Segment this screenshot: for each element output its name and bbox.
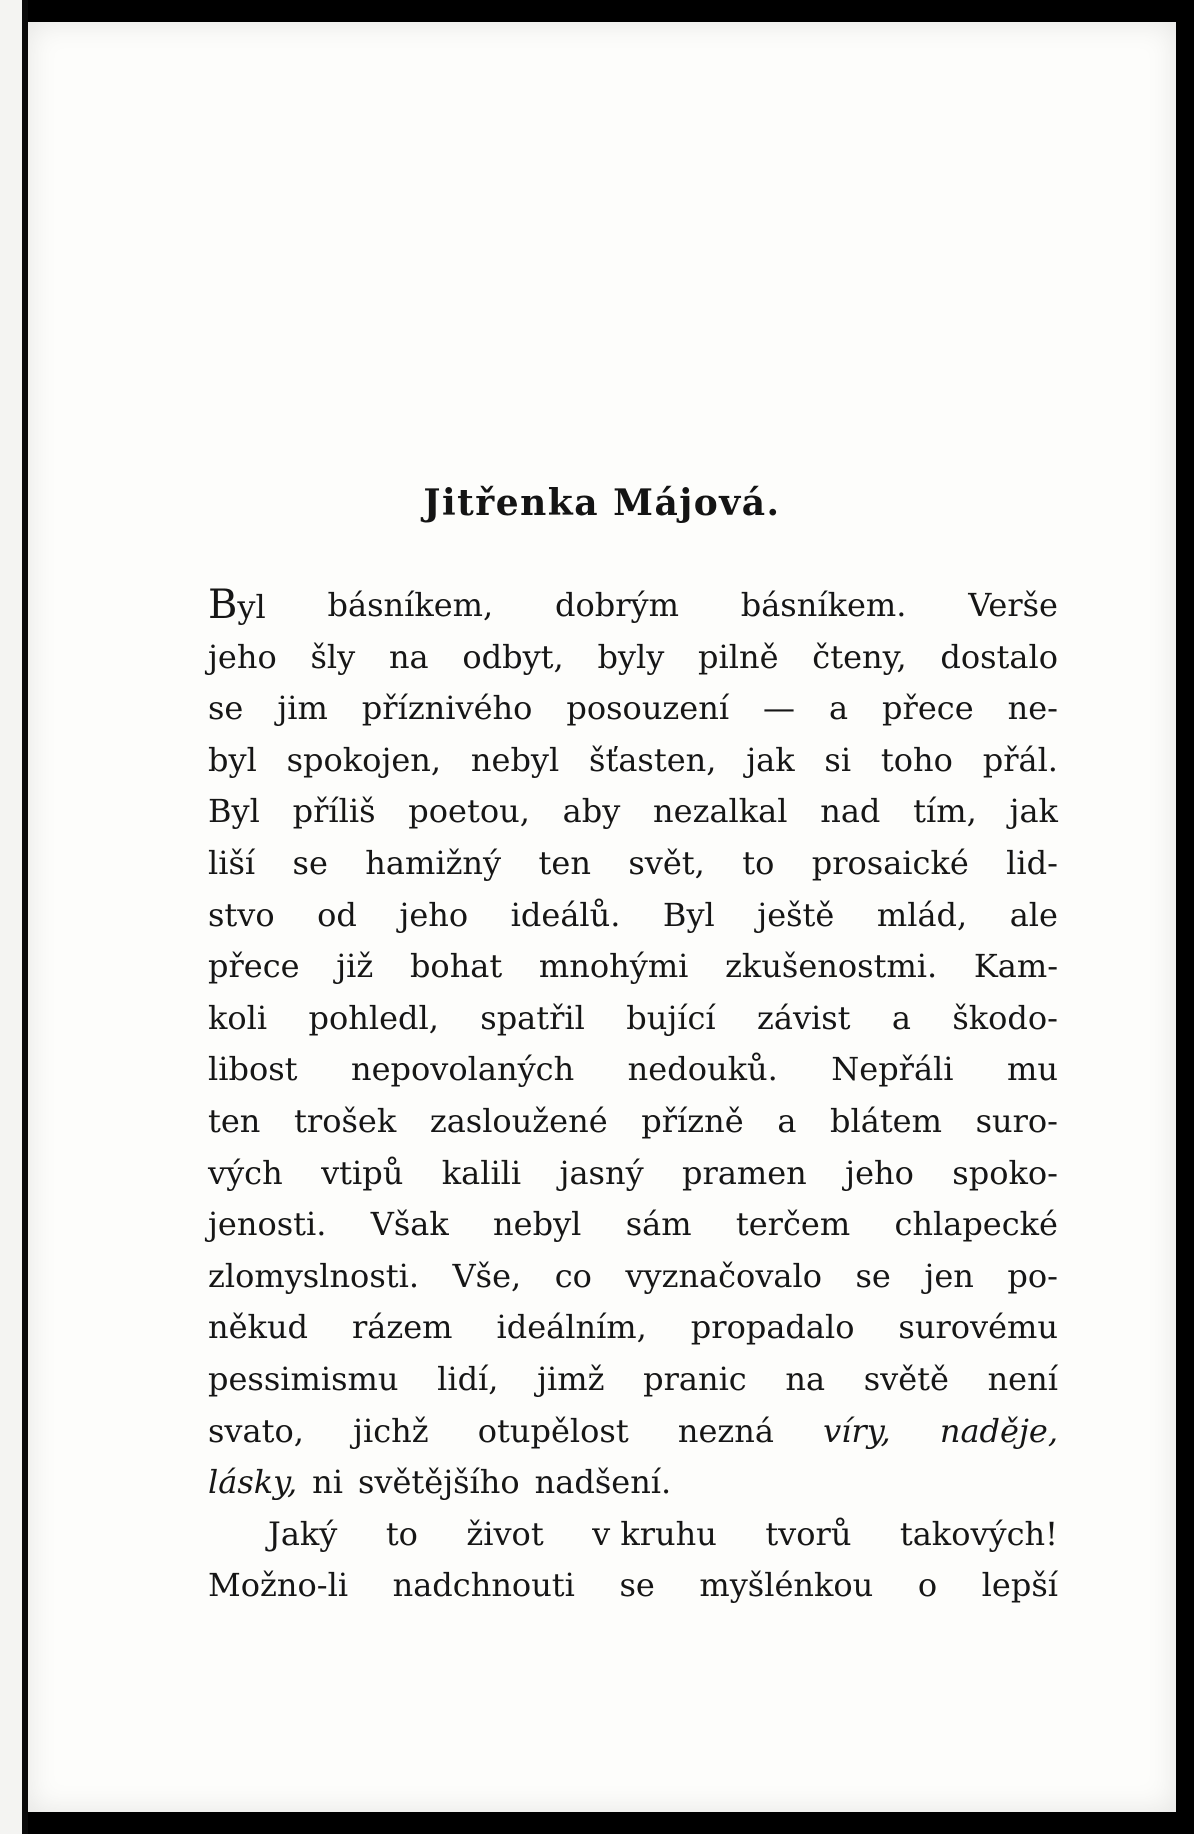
word: ale: [1009, 895, 1058, 934]
word: lásky,: [208, 1463, 298, 1502]
word: a: [777, 1101, 797, 1140]
word: byly: [597, 637, 665, 676]
word: jasný: [559, 1153, 644, 1192]
word: svět,: [628, 843, 705, 882]
word: se: [208, 689, 244, 728]
word: nad: [820, 792, 881, 831]
text-line: [208, 941, 1058, 993]
text-line: [208, 1560, 1058, 1612]
word: nebyl: [493, 1205, 582, 1244]
word: není: [987, 1359, 1058, 1398]
word: toho: [880, 740, 953, 779]
word: surovému: [898, 1308, 1058, 1347]
word: jak: [1009, 792, 1058, 831]
word: posouzení: [566, 689, 730, 728]
word: jen: [924, 1256, 974, 1295]
book-page: [28, 22, 1176, 1812]
word: nadšení.: [534, 1463, 672, 1502]
word: nedouků.: [627, 1050, 778, 1089]
word: ne-: [1007, 689, 1058, 728]
word: lid-: [1006, 843, 1058, 882]
word: zkušenostmi.: [725, 947, 938, 986]
word: Jaký: [268, 1514, 338, 1553]
word: šťasten,: [589, 740, 717, 779]
word: mnohými: [538, 947, 689, 986]
word: již: [336, 947, 374, 986]
word: ideálním,: [496, 1308, 647, 1347]
word: suro-: [975, 1101, 1058, 1140]
word: nezná: [677, 1411, 774, 1450]
word: libost: [208, 1050, 298, 1089]
word: Kam-: [973, 947, 1058, 986]
scan-left-margin: [0, 0, 22, 1834]
word: vtipů: [321, 1153, 404, 1192]
word: přízně: [641, 1101, 744, 1140]
word: propadalo: [690, 1308, 855, 1347]
word: to: [385, 1514, 418, 1553]
text-line: [208, 1148, 1058, 1200]
word: ideálů.: [510, 895, 621, 934]
text-line: [208, 1096, 1058, 1148]
word: bohat: [409, 947, 503, 986]
word: lepší: [981, 1566, 1058, 1605]
word: stvo: [208, 895, 275, 934]
word: ten: [538, 843, 591, 882]
word: zlomyslnosti.: [208, 1256, 419, 1295]
word: nepovolaných: [351, 1050, 575, 1089]
body-text: [208, 580, 1058, 1612]
word: otupělost: [477, 1411, 629, 1450]
word: a: [891, 998, 911, 1037]
word: básníkem.: [740, 586, 907, 624]
word: pilně: [698, 637, 779, 676]
word: se: [619, 1566, 655, 1605]
word: víry,: [823, 1411, 891, 1450]
word: si: [824, 740, 852, 779]
word: lidí,: [437, 1359, 499, 1398]
word: aby: [562, 792, 621, 831]
word: liší: [208, 843, 256, 882]
word: ten: [208, 1101, 261, 1140]
word: světě: [863, 1359, 949, 1398]
word: kalili: [441, 1153, 522, 1192]
word: Však: [370, 1205, 449, 1244]
text-line: [208, 1457, 1058, 1509]
initial-letter: B: [208, 582, 238, 628]
text-line: [208, 1044, 1058, 1096]
word: přál.: [982, 740, 1058, 779]
text-line: [208, 1406, 1058, 1458]
word: mlád,: [876, 895, 968, 934]
word: vyznačovalo: [625, 1256, 822, 1295]
word: to: [742, 843, 775, 882]
word: pohledl,: [308, 998, 439, 1037]
word: Byl: [208, 582, 266, 628]
word: příznivého: [361, 689, 533, 728]
word: a: [829, 689, 849, 728]
word: myšlénkou: [699, 1566, 874, 1605]
word: —: [763, 689, 796, 728]
word: Možno-li: [208, 1566, 349, 1605]
text-line: [208, 580, 1058, 632]
word: v kruhu: [592, 1514, 717, 1553]
chapter-title: Jitřenka Májová.: [423, 482, 781, 524]
word: svato,: [208, 1411, 304, 1450]
text-line: [208, 993, 1058, 1045]
text-line: [208, 1251, 1058, 1303]
text-line: [208, 1199, 1058, 1251]
word: spokojen,: [286, 740, 442, 779]
word: takových!: [899, 1514, 1058, 1553]
word: na: [388, 637, 429, 676]
text-line: [208, 890, 1058, 942]
word: jeho: [845, 1153, 914, 1192]
word: pranic: [643, 1359, 747, 1398]
word: hamižný: [365, 843, 502, 882]
word: světějšího: [357, 1463, 520, 1502]
word: byl: [208, 740, 257, 779]
word: příliš: [292, 792, 376, 831]
word: tím,: [913, 792, 977, 831]
word: koli: [208, 998, 268, 1037]
word: dostalo: [940, 637, 1058, 676]
word: od: [317, 895, 357, 934]
word: Verše: [968, 586, 1058, 624]
word: na: [785, 1359, 826, 1398]
word: bující: [626, 998, 716, 1037]
word: po-: [1007, 1256, 1058, 1295]
word: básníkem,: [327, 586, 494, 624]
word: co: [554, 1256, 592, 1295]
word: přece: [208, 947, 300, 986]
text-line: [208, 1354, 1058, 1406]
word: trošek: [294, 1101, 397, 1140]
word: Vše,: [452, 1256, 522, 1295]
word: se: [855, 1256, 891, 1295]
word: terčem: [735, 1205, 851, 1244]
word: zasloužené: [429, 1101, 608, 1140]
text-line: [208, 683, 1058, 735]
word: ještě: [757, 895, 835, 934]
word: se: [292, 843, 328, 882]
word: mu: [1007, 1050, 1058, 1089]
word: poetou,: [408, 792, 530, 831]
word: nadchnouti: [392, 1566, 575, 1605]
word: prosaické: [811, 843, 969, 882]
word: Byl: [662, 895, 715, 934]
word: závist: [757, 998, 851, 1037]
text-line: [208, 735, 1058, 787]
word: jeho: [399, 895, 469, 934]
word: odbyt,: [462, 637, 564, 676]
word: ni: [312, 1463, 343, 1502]
word: Byl: [208, 792, 260, 831]
word: šly: [310, 637, 356, 676]
word: jichž: [353, 1411, 429, 1450]
word: přece: [882, 689, 974, 728]
word: rázem: [352, 1308, 453, 1347]
word: jimž: [537, 1359, 605, 1398]
word: Nepřáli: [831, 1050, 954, 1089]
text-line: [208, 786, 1058, 838]
word: škodo-: [952, 998, 1058, 1037]
word: jak: [746, 740, 795, 779]
word: jeho: [208, 637, 277, 676]
word: vých: [208, 1153, 283, 1192]
word: nezalkal: [653, 792, 788, 831]
word: o: [917, 1566, 938, 1605]
word: jim: [277, 689, 328, 728]
word: nebyl: [470, 740, 560, 779]
word: blátem: [830, 1101, 942, 1140]
word: pessimismu: [208, 1359, 399, 1398]
word: jenosti.: [208, 1205, 327, 1244]
text-line: [208, 1509, 1058, 1561]
word: spoko-: [952, 1153, 1058, 1192]
word: spatřil: [480, 998, 585, 1037]
text-line: [208, 838, 1058, 890]
text-line: [208, 1302, 1058, 1354]
word: život: [466, 1514, 544, 1553]
word: pramen: [682, 1153, 807, 1192]
word: sám: [625, 1205, 692, 1244]
word: naděje,: [939, 1411, 1058, 1450]
text-line: [208, 632, 1058, 684]
word: dobrým: [554, 586, 679, 624]
word: někud: [208, 1308, 309, 1347]
word: chlapecké: [894, 1205, 1058, 1244]
word: čteny,: [812, 637, 907, 676]
word: tvorů: [765, 1514, 852, 1553]
